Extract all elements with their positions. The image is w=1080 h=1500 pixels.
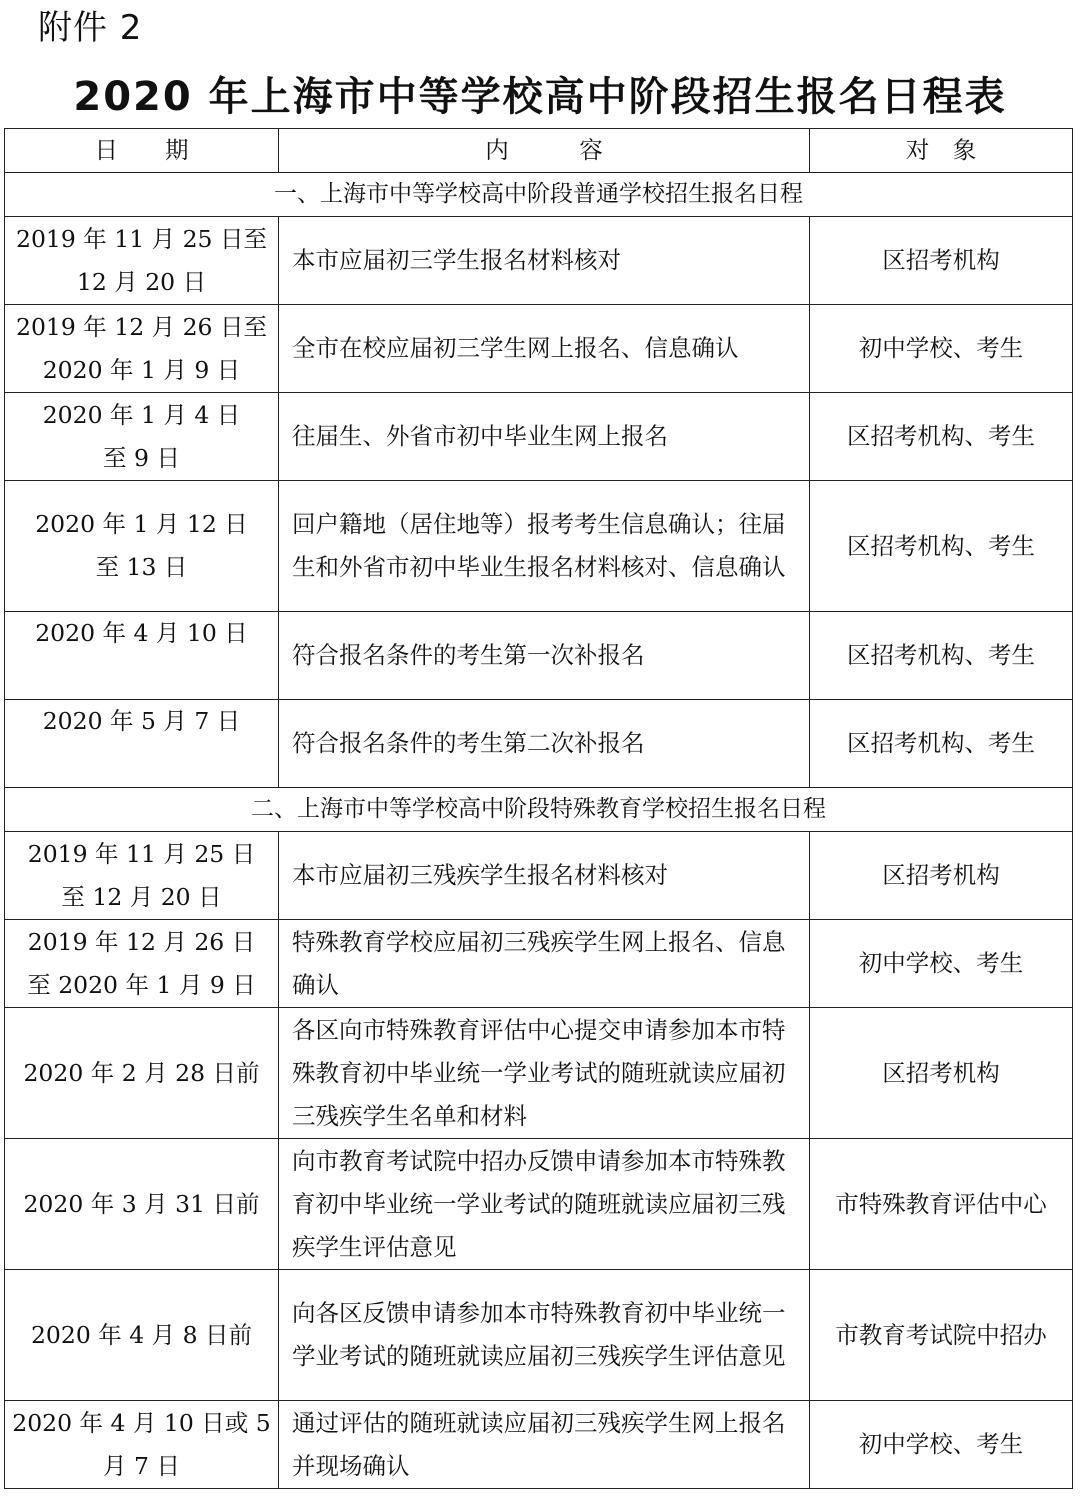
content-cell: 符合报名条件的考生第一次补报名 xyxy=(279,612,810,700)
table-row xyxy=(5,1270,1073,1401)
table-row xyxy=(5,832,1073,920)
header-row xyxy=(5,129,1073,173)
date-cell: 2020 年 5 月 7 日 xyxy=(5,700,279,788)
content-cell: 特殊教育学校应届初三残疾学生网上报名、信息确认 xyxy=(279,920,810,1008)
content-cell: 向市教育考试院中招办反馈申请参加本市特殊教育初中毕业统一学业考试的随班就读应届初三残疾学生评估意见 xyxy=(279,1139,810,1270)
table-row xyxy=(5,1401,1073,1489)
content-cell: 回户籍地（居住地等）报考考生信息确认；往届生和外省市初中毕业生报名材料核对、信息确认 xyxy=(279,481,810,612)
section-heading: 一、上海市中等学校高中阶段普通学校招生报名日程 xyxy=(5,173,1073,217)
target-cell: 初中学校、考生 xyxy=(810,305,1073,393)
content-cell: 通过评估的随班就读应届初三残疾学生网上报名并现场确认 xyxy=(279,1401,810,1489)
content-cell: 全市在校应届初三学生网上报名、信息确认 xyxy=(279,305,810,393)
content-cell: 往届生、外省市初中毕业生网上报名 xyxy=(279,393,810,481)
date-cell: 2020 年 4 月 10 日或 5 月 7 日 xyxy=(5,1401,279,1489)
target-cell: 初中学校、考生 xyxy=(810,920,1073,1008)
table-row xyxy=(5,217,1073,305)
target-cell: 区招考机构 xyxy=(810,832,1073,920)
date-cell: 2020 年 1 月 4 日 至 9 日 xyxy=(5,393,279,481)
table-row xyxy=(5,1008,1073,1139)
header-content: 内 容 xyxy=(279,129,810,173)
section-heading-row xyxy=(5,173,1073,217)
date-cell: 2020 年 2 月 28 日前 xyxy=(5,1008,279,1139)
target-cell: 区招考机构 xyxy=(810,1008,1073,1139)
target-cell: 初中学校、考生 xyxy=(810,1401,1073,1489)
section-heading-row xyxy=(5,788,1073,832)
table-row xyxy=(5,1139,1073,1270)
date-cell: 2019 年 11 月 25 日 至 12 月 20 日 xyxy=(5,832,279,920)
date-cell: 2019 年 12 月 26 日 至 2020 年 1 月 9 日 xyxy=(5,920,279,1008)
target-cell: 市教育考试院中招办 xyxy=(810,1270,1073,1401)
content-cell: 本市应届初三学生报名材料核对 xyxy=(279,217,810,305)
content-cell: 本市应届初三残疾学生报名材料核对 xyxy=(279,832,810,920)
date-cell: 2019 年 12 月 26 日至 2020 年 1 月 9 日 xyxy=(5,305,279,393)
table-row xyxy=(5,481,1073,612)
date-cell: 2019 年 11 月 25 日至 12 月 20 日 xyxy=(5,217,279,305)
section-heading: 二、上海市中等学校高中阶段特殊教育学校招生报名日程 xyxy=(5,788,1073,832)
content-cell: 向各区反馈申请参加本市特殊教育初中毕业统一学业考试的随班就读应届初三残疾学生评估意见 xyxy=(279,1270,810,1401)
date-cell: 2020 年 3 月 31 日前 xyxy=(5,1139,279,1270)
target-cell: 区招考机构 xyxy=(810,217,1073,305)
target-cell: 市特殊教育评估中心 xyxy=(810,1139,1073,1270)
schedule-table xyxy=(4,128,1073,1489)
header-date: 日 期 xyxy=(5,129,279,173)
target-cell: 区招考机构、考生 xyxy=(810,612,1073,700)
header-target: 对 象 xyxy=(810,129,1073,173)
target-cell: 区招考机构、考生 xyxy=(810,700,1073,788)
table-row xyxy=(5,700,1073,788)
table-row xyxy=(5,305,1073,393)
date-cell: 2020 年 4 月 10 日 xyxy=(5,612,279,700)
target-cell: 区招考机构、考生 xyxy=(810,393,1073,481)
table-row xyxy=(5,920,1073,1008)
page-title: 2020 年上海市中等学校高中阶段招生报名日程表 xyxy=(73,74,1007,120)
target-cell: 区招考机构、考生 xyxy=(810,481,1073,612)
table-row xyxy=(5,393,1073,481)
content-cell: 各区向市特殊教育评估中心提交申请参加本市特殊教育初中毕业统一学业考试的随班就读应届初三残疾学生名单和材料 xyxy=(279,1008,810,1139)
attachment-label: 附件 2 xyxy=(38,8,143,48)
content-cell: 符合报名条件的考生第二次补报名 xyxy=(279,700,810,788)
table-row xyxy=(5,612,1073,700)
date-cell: 2020 年 1 月 12 日 至 13 日 xyxy=(5,481,279,612)
date-cell: 2020 年 4 月 8 日前 xyxy=(5,1270,279,1401)
